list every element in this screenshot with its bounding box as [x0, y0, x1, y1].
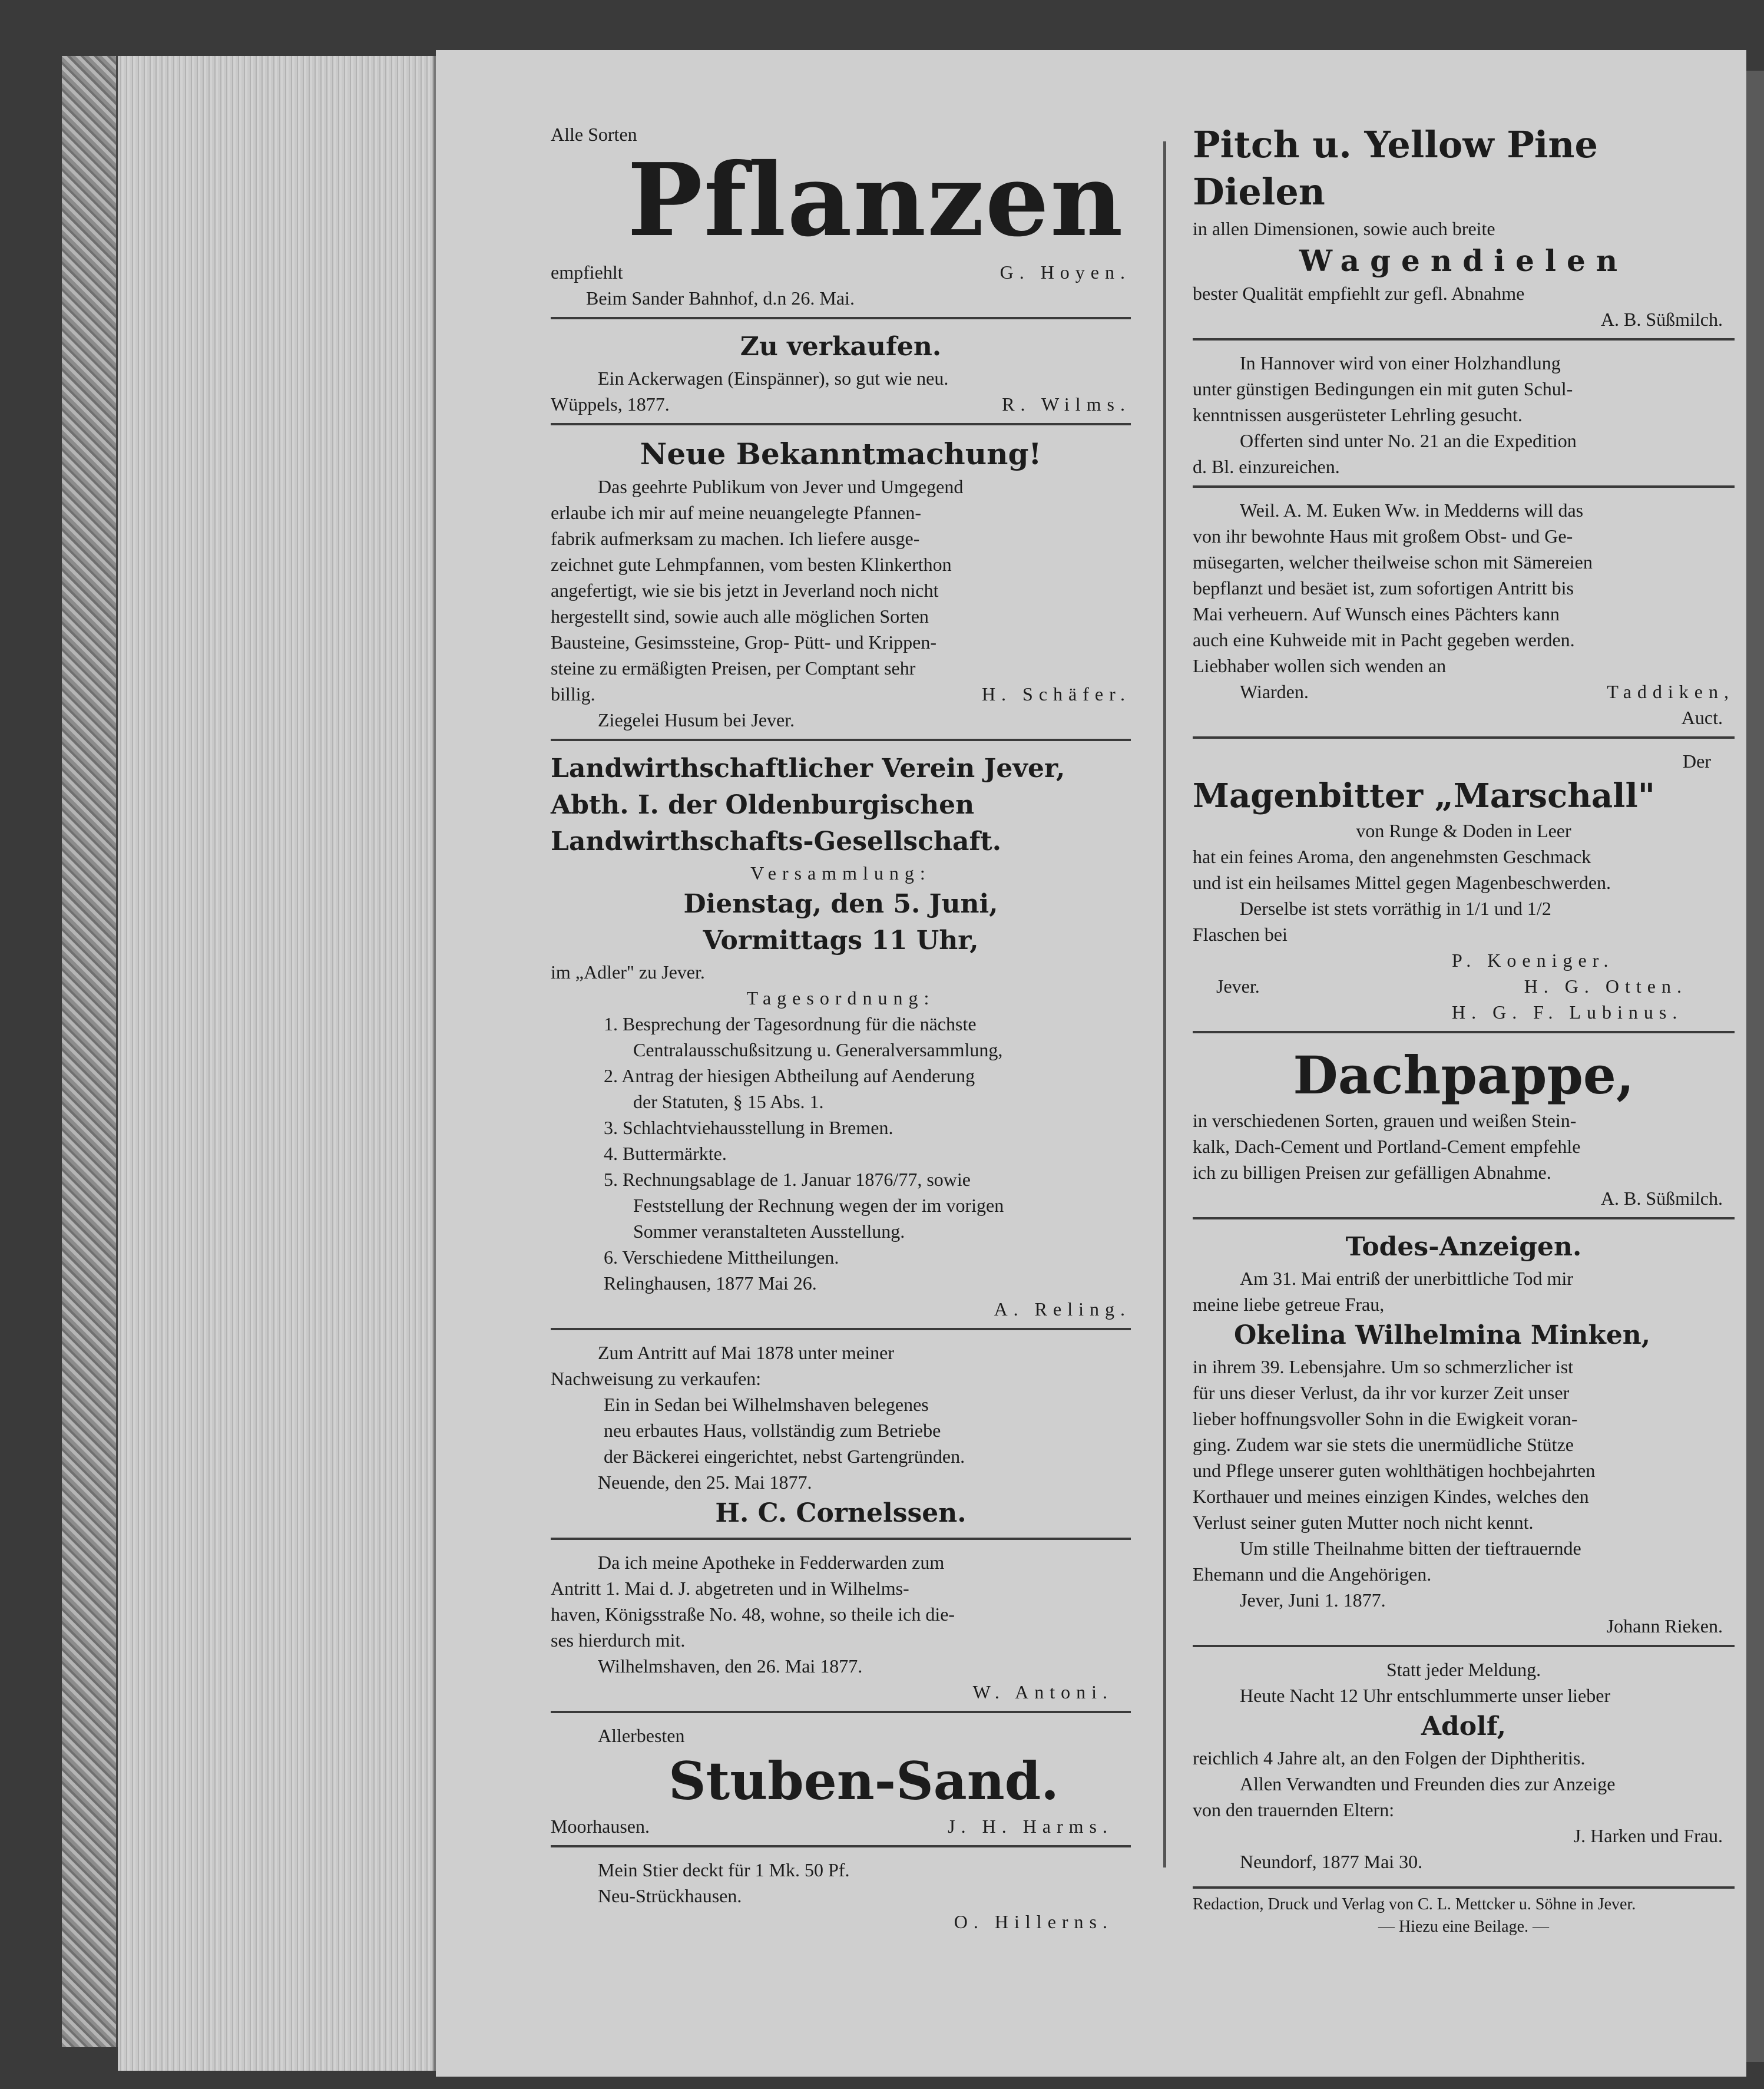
ad-text: Mein Stier deckt für 1 Mk. 50 Pf. [598, 1859, 850, 1880]
ad-text: Nachweisung zu verkaufen: [551, 1368, 762, 1389]
ad-text: Korthauer und meines einzigen Kindes, welches den [1193, 1486, 1589, 1507]
ad-agenda-title: Tagesordnung: [746, 987, 935, 1009]
ad-text: Beim Sander Bahnhof, d.n 26. Mai. [586, 287, 855, 309]
ad-magenbitter [1193, 745, 1735, 1033]
ad-text: Antritt 1. Mai d. J. abgetreten und in Wilhelms- [551, 1578, 909, 1599]
ad-text: von ihr bewohnte Haus mit großem Obst- und Ge- [1193, 525, 1573, 547]
ad-place: Neu-Strückhausen. [598, 1885, 742, 1906]
ad-text: kalk, Dach-Cement und Portland-Cement empfehle [1193, 1136, 1581, 1157]
ad-signer: H. Schäfer. [981, 683, 1131, 705]
ad-text: Flaschen bei [1193, 924, 1288, 945]
ad-line [1193, 973, 1735, 999]
ad-signer: A. B. Süßmilch. [1600, 309, 1723, 330]
ad-text: hat ein feines Aroma, den angenehmsten Geschmack [1193, 846, 1591, 867]
ad-text: ich zu billigen Preisen zur gefälligen Abnahme. [1193, 1162, 1551, 1183]
ad-text: Um stille Theilnahme bitten der tieftrauernde [1240, 1538, 1581, 1559]
ad-headline: Landwirthschaftlicher Verein Jever, [551, 753, 1065, 784]
ad-line [1193, 679, 1735, 705]
ad-text: ses hierdurch mit. [551, 1629, 686, 1651]
ad-text: bester Qualität empfiehlt zur gefl. Abnahme [1193, 283, 1525, 304]
ad-place: Jever. [1216, 976, 1260, 997]
ad-text: Versammlung: [750, 862, 931, 884]
agenda-item: 3. Schlachtviehausstellung in Bremen. [604, 1117, 893, 1138]
imprint-publisher: Redaction, Druck und Verlag von C. L. Mettcker u. Söhne in Jever. [1193, 1895, 1636, 1913]
ad-text: angefertigt, wie sie bis jetzt in Jeverland noch nicht [551, 580, 939, 601]
ad-signer: A. B. Süßmilch. [1600, 1188, 1723, 1209]
ad-name: Okelina Wilhelmina Minken, [1234, 1320, 1651, 1350]
ad-sand [551, 1719, 1131, 1847]
ad-headline: Neue Bekanntmachung! [640, 437, 1042, 471]
ad-headline: Stuben-Sand. [668, 1750, 1059, 1812]
ad-kicker: Statt jeder Meldung. [1386, 1659, 1541, 1680]
ad-text: fabrik aufmerksam zu machen. Ich liefere ausge- [551, 528, 920, 549]
ad-headline: Abth. I. der Oldenburgischen [551, 790, 975, 820]
ad-text: müsegarten, welcher theilweise schon mit Sämereien [1193, 551, 1593, 573]
imprint [1193, 1886, 1735, 1938]
agenda-item: 1. Besprechung der Tagesordnung für die nächste [604, 1013, 977, 1034]
ad-text: zeichnet gute Lehmpfannen, vom besten Klinkerthon [551, 554, 952, 575]
ad-headline-secondary: Wagendielen [1299, 243, 1629, 278]
ad-seller: H. G. F. Lubinus. [1452, 1001, 1683, 1023]
ad-headline: Magenbitter „Marschall" [1193, 776, 1655, 815]
ad-text: Ein in Sedan bei Wilhelmshaven belegenes [604, 1394, 929, 1415]
ad-lehrling [1193, 346, 1735, 488]
agenda-item: der Statuten, § 15 Abs. 1. [633, 1091, 824, 1112]
ad-text: Ein Ackerwagen (Einspänner), so gut wie neu. [598, 368, 949, 389]
ad-text: in verschiedenen Sorten, grauen und weißen Stein- [1193, 1110, 1577, 1131]
ad-text: Am 31. Mai entriß der unerbittliche Tod mir [1240, 1268, 1573, 1289]
agenda-item: Feststellung der Rechnung wegen der im vorigen [633, 1195, 1004, 1216]
ad-signer: W. Antoni. [972, 1681, 1113, 1703]
ad-text: lieber hoffnungsvoller Sohn in die Ewigkeit voran- [1193, 1408, 1578, 1429]
ad-seller: H. G. Otten. [1524, 976, 1687, 997]
ad-todesanzeige [1193, 1225, 1735, 1647]
ad-text: Das geehrte Publikum von Jever und Umgegend [598, 476, 964, 497]
ad-stier [551, 1853, 1131, 1941]
ad-text: hergestellt sind, sowie auch alle möglichen Sorten [551, 606, 929, 627]
ad-text: bepflanzt und besäet ist, zum sofortigen Antritt bis [1193, 577, 1574, 599]
ad-text: haven, Königsstraße No. 48, wohne, so theile ich die- [551, 1604, 955, 1625]
ad-text: Heute Nacht 12 Uhr entschlummerte unser lieber [1240, 1685, 1611, 1706]
ad-text: von Runge & Doden in Leer [1356, 820, 1571, 841]
ad-seller: P. Koeniger. [1452, 950, 1614, 971]
ad-place: Neundorf, 1877 Mai 30. [1240, 1851, 1423, 1872]
ad-text: Allen Verwandten und Freunden dies zur Anzeige [1240, 1773, 1616, 1794]
ad-name: Adolf, [1421, 1711, 1507, 1741]
ad-signer: H. C. Cornelssen. [715, 1498, 967, 1528]
ad-text: steine zu ermäßigten Preisen, per Comptant sehr [551, 657, 916, 679]
ad-verkaufen [551, 325, 1131, 425]
ad-text: Weil. A. M. Euken Ww. in Medderns will das [1240, 500, 1584, 521]
ad-text: kenntnissen ausgerüsteter Lehrling gesucht. [1193, 404, 1523, 425]
ad-text: meine liebe getreue Frau, [1193, 1294, 1385, 1315]
agenda-item: 4. Buttermärkte. [604, 1143, 727, 1164]
ad-place: Wiarden. [1240, 681, 1309, 702]
ad-text: Ehemann und die Angehörigen. [1193, 1564, 1432, 1585]
ad-place: Relinghausen, 1877 Mai 26. [604, 1272, 817, 1294]
ad-kicker: Der [1683, 751, 1711, 772]
ad-signer: R. Wilms. [1002, 394, 1131, 415]
ad-text: empfiehlt [551, 262, 623, 283]
ad-dielen [1193, 118, 1735, 341]
ad-line [551, 1813, 1131, 1839]
ad-pflanzen [551, 118, 1131, 319]
ad-text: Bausteine, Gesimssteine, Grop- Pütt- und Krippen- [551, 632, 936, 653]
ad-signer: J. H. Harms. [948, 1816, 1113, 1837]
ad-place: Jever, Juni 1. 1877. [1240, 1589, 1386, 1611]
ad-headline: Todes-Anzeigen. [1345, 1232, 1582, 1262]
ad-text: Verlust seiner guten Mutter noch nicht kennt. [1193, 1512, 1534, 1533]
next-page-edge [1746, 71, 1764, 2062]
ad-text: von den trauernden Eltern: [1193, 1799, 1395, 1820]
ad-line [551, 259, 1131, 285]
ad-adolf [1193, 1653, 1735, 1880]
ad-signer: Taddiken, [1607, 681, 1735, 702]
ad-headline: Pflanzen [627, 141, 1124, 259]
ad-signer: A. Reling. [994, 1298, 1131, 1320]
ad-headline: Zu verkaufen. [740, 332, 942, 362]
ad-place: Wüppels, 1877. [551, 394, 670, 415]
agenda-item: 2. Antrag der hiesigen Abtheilung auf Aenderung [604, 1065, 975, 1086]
ad-text: neu erbautes Haus, vollständig zum Betriebe [604, 1420, 941, 1441]
ad-line [551, 391, 1131, 417]
ad-signer: J. Harken und Frau. [1573, 1825, 1723, 1846]
column-divider [1163, 141, 1166, 1867]
ad-signer: G. Hoyen. [1000, 262, 1131, 283]
ad-text: ging. Zudem war sie stets die unermüdliche Stütze [1193, 1434, 1574, 1455]
ad-signer-title: Auct. [1681, 707, 1723, 728]
imprint-supplement: — Hiezu eine Beilage. — [1378, 1918, 1549, 1936]
ad-text: Derselbe ist stets vorräthig in 1/1 und 1/2 [1240, 898, 1551, 919]
ad-headline: Pitch u. Yellow Pine Dielen [1193, 123, 1598, 213]
ad-eden [1193, 494, 1735, 739]
ad-place: Ziegelei Husum bei Jever. [598, 709, 795, 731]
ad-text: In Hannover wird von einer Holzhandlung [1240, 352, 1561, 373]
ad-text: in allen Dimensionen, sowie auch breite [1193, 218, 1495, 239]
ad-place: Moorhausen. [551, 1816, 650, 1837]
ad-headline: Landwirthschafts-Gesellschaft. [551, 827, 1002, 857]
ad-text: und ist ein heilsames Mittel gegen Magenbeschwerden. [1193, 872, 1611, 893]
ad-text: Da ich meine Apotheke in Fedderwarden zum [598, 1552, 945, 1573]
ad-date: Dienstag, den 5. Juni, [683, 889, 998, 919]
right-column [1193, 118, 1735, 1938]
ad-kicker: Allerbesten [598, 1725, 685, 1746]
page-stack-edge [118, 56, 436, 2071]
ad-signer: O. Hillerns. [954, 1911, 1113, 1932]
ad-text: billig. [551, 683, 595, 705]
ad-text: für uns dieser Verlust, da ihr vor kurzer Zeit unser [1193, 1382, 1570, 1403]
ad-text: der Bäckerei eingerichtet, nebst Gartengründen. [604, 1446, 965, 1467]
ad-line [551, 681, 1131, 707]
ad-apotheke [551, 1546, 1131, 1713]
ad-headline: Dachpappe, [1293, 1044, 1634, 1106]
ad-haus [551, 1336, 1131, 1540]
book-cover-edge [62, 56, 118, 2047]
ad-kicker: Alle Sorten [551, 124, 637, 145]
ad-text: Liebhaber wollen sich wenden an [1193, 655, 1447, 676]
ad-text: Offerten sind unter No. 21 an die Expedition [1240, 430, 1577, 451]
agenda-item: 6. Verschiedene Mittheilungen. [604, 1247, 839, 1268]
agenda-item: Sommer veranstalteten Ausstellung. [633, 1221, 905, 1242]
ad-text: unter günstigen Bedingungen ein mit guten Schul- [1193, 378, 1573, 399]
ad-text: Zum Antritt auf Mai 1878 unter meiner [598, 1342, 894, 1363]
ad-text: reichlich 4 Jahre alt, an den Folgen der Diphtheritis. [1193, 1747, 1586, 1769]
ad-dachpappe [1193, 1039, 1735, 1219]
ad-location: im „Adler" zu Jever. [551, 961, 705, 983]
ad-place: Neuende, den 25. Mai 1877. [598, 1472, 812, 1493]
ad-text: in ihrem 39. Lebensjahre. Um so schmerzlicher ist [1193, 1356, 1574, 1377]
ad-signer: Johann Rieken. [1606, 1615, 1723, 1637]
left-column [551, 118, 1131, 1946]
ad-time: Vormittags 11 Uhr, [703, 925, 979, 956]
ad-bekanntmachung [551, 431, 1131, 741]
ad-place: Wilhelmshaven, den 26. Mai 1877. [598, 1655, 863, 1677]
agenda-item: 5. Rechnungsablage de 1. Januar 1876/77, sowie [604, 1169, 971, 1190]
ad-text: und Pflege unserer guten wohlthätigen hochbejahrten [1193, 1460, 1596, 1481]
agenda-item: Centralausschußsitzung u. Generalversammlung, [633, 1039, 1003, 1060]
ad-text: Mai verheuern. Auf Wunsch eines Pächters kann [1193, 603, 1560, 624]
ad-text: erlaube ich mir auf meine neuangelegte Pfannen- [551, 502, 922, 523]
ad-text: auch eine Kuhweide mit in Pacht gegeben werden. [1193, 629, 1575, 650]
ad-verein [551, 747, 1131, 1330]
ad-text: d. Bl. einzureichen. [1193, 456, 1340, 477]
